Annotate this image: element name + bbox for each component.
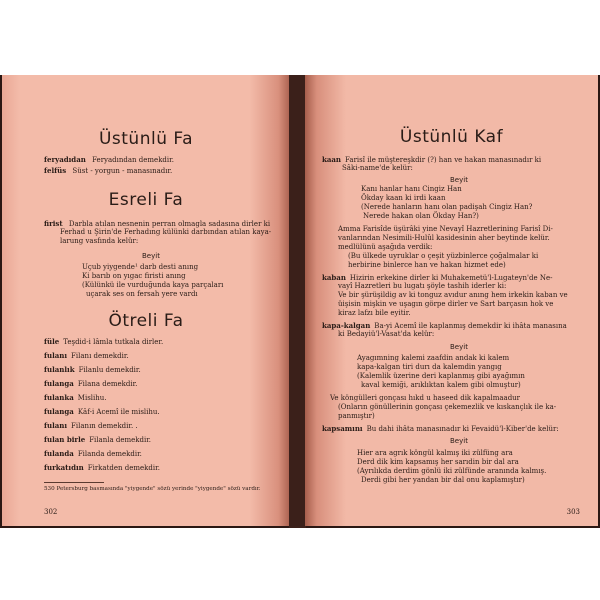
entry-line: (Onların gönüllerinin gonçası çekemezlik ve kıskançlık ile ka- xyxy=(338,403,557,411)
list-item xyxy=(44,463,160,473)
entry-term: firist xyxy=(44,219,63,228)
entry-line: vayî Hazretleri bu lugatı şöyle tashih iderler ki: xyxy=(338,282,507,290)
entry-term: fulanda xyxy=(44,449,74,458)
list-item xyxy=(44,407,160,417)
entry-line: Ve köngülleri gonçası hıkd u haseed dik kapalmaadur xyxy=(330,394,521,402)
list-item xyxy=(322,424,559,434)
list-item xyxy=(44,435,151,445)
verse-line: (Ayrılıkda derdim gönlü iki zülfünde aranında kalmış. xyxy=(357,467,547,475)
verse-line: Ayagımning kalemi zaafdin andak ki kalem xyxy=(357,354,510,362)
entry-text: Hizirin erkekine dirler ki Muhakemetü'l-Lugateyn'de Ne- xyxy=(349,274,553,282)
entry-term: fulanı xyxy=(44,351,68,360)
entry-line: kiraz lafzı bile eyitir. xyxy=(338,309,411,317)
heading-esreli-fa: Esreli Fa xyxy=(108,190,184,210)
beyit-label: Beyit xyxy=(450,343,468,351)
verse-line: Kanı hanlar hanı Cingiz Han xyxy=(361,185,462,193)
verse-line: (Nerede hanların hanı olan padişah Cingiz Han? xyxy=(361,203,533,211)
list-item xyxy=(44,421,138,431)
page-number: 303 xyxy=(566,508,580,516)
entry-text: Süst - yorgun - manasınadır. xyxy=(72,167,173,175)
entry-term: fulanlık xyxy=(44,365,75,374)
entry-text: Farisî ile müştereşkdir (?) han ve hakan manasınadır ki xyxy=(345,156,542,164)
list-item xyxy=(44,155,174,165)
entry-text: Filanlu demekdir. xyxy=(78,366,141,374)
entry-term: fulanı xyxy=(44,421,68,430)
entry-term: kapsamını xyxy=(322,424,363,433)
verse-line: uçarak ses on fersah yere vardı xyxy=(86,290,198,298)
entry-line: panmıştır) xyxy=(338,412,375,420)
verse-line: (Külünkü ile vurduğunda kaya parçaları xyxy=(82,281,224,289)
right-page xyxy=(305,75,598,526)
entry-text: Kâf-i Acemî ile mislihu. xyxy=(77,408,160,416)
verse-line: Ki barıb on yıgac firisti anıng xyxy=(82,272,186,280)
entry-term: kapa-kalgan xyxy=(322,321,371,330)
entry-text: Feryadından demekdir. xyxy=(92,156,174,164)
heading-otreli-fa: Ötreli Fa xyxy=(108,311,184,331)
entry-text: Teşdid-i lâmla tutkala dirler. xyxy=(63,338,164,346)
beyit-label: Beyit xyxy=(142,252,160,260)
entry-text: Mislihu. xyxy=(77,394,107,402)
verse-line: kaval kemiği, arıklıktan kalem gibi olmuştur) xyxy=(361,381,521,389)
entry-text: Filana demekdir. xyxy=(77,380,138,388)
book-gutter xyxy=(289,75,306,528)
entry-text: Bu dahi ihâta manasınadır ki Fevaidü'l-Kiber'de kelür: xyxy=(366,425,559,433)
entry-term: fulanga xyxy=(44,379,74,388)
entry-line: üişisin mişkin ve uşagın görpe dirler ve Sart barçasın hok ve xyxy=(338,300,554,308)
entry-term: fulanka xyxy=(44,393,74,402)
verse-line: Nerede hakan olan Ökday Han?) xyxy=(363,212,479,220)
beyit-label: Beyit xyxy=(450,437,468,445)
list-item xyxy=(44,166,172,176)
entry-line: larung vasfında kelür: xyxy=(60,237,139,245)
list-item xyxy=(44,449,142,459)
entry-line: Sâki-name'de kelür: xyxy=(342,164,413,172)
list-item xyxy=(44,337,163,347)
left-page xyxy=(2,75,290,526)
entry-term: furkatıdın xyxy=(44,463,84,472)
entry-line: medlülünü aşağıda verdik: xyxy=(338,243,433,251)
entry-line: (Bu ülkede uyruklar o çeşit yüzbinlerce çoğalmalar ki xyxy=(348,252,539,260)
entry-text: Ba-yi Acemî ile kaplanmış demekdir ki ihâta manasına xyxy=(374,322,567,330)
verse-line: Ökday kaan ki irdi kaan xyxy=(361,194,446,202)
entry-text: Filanda demekdir. xyxy=(77,450,142,458)
entry-text: Filanın demekdir. . xyxy=(71,422,138,430)
entry-line: Ferhad u Şirin'de Ferhadıng külünki darbından atılan kaya- xyxy=(60,228,272,236)
entry-text: Darbla atılan nesnenin perran olmagla sadasına dirler ki xyxy=(68,220,271,228)
list-item xyxy=(44,379,137,389)
entry-term: fulanga xyxy=(44,407,74,416)
heading-ustunlu-kaf: Üstünlü Kaf xyxy=(399,127,504,147)
footnote-divider xyxy=(44,482,104,483)
list-item xyxy=(44,365,141,375)
footnote: 530 Petersburg basmasında "yiygende" sözü yerinde "yiygende" sözü vardır. xyxy=(44,486,261,492)
entry-text: Filanı demekdir. xyxy=(71,352,129,360)
entry-term: feryadıdan xyxy=(44,155,86,164)
entry-line: vanlarından Nesimili-Hulûl kasidesinin aher beytinde kelür. xyxy=(338,234,550,242)
entry-term: fulan birle xyxy=(44,435,86,444)
entry-line: Ve bir şürüşildig av ki tonguz avıdur anıng hem irkekin kaban ve xyxy=(338,291,568,299)
page-number: 302 xyxy=(44,508,58,516)
list-item xyxy=(44,351,129,361)
entry-text: Filanla demekdir. xyxy=(89,436,152,444)
entry-text: Firkatden demekdir. xyxy=(87,464,160,472)
list-item xyxy=(44,393,107,403)
entry-line: herbirine binlerce han ve hakan hizmet ede) xyxy=(348,261,506,269)
verse-line: Derd dik kim kapsamış her sarıdin bir dal ara xyxy=(357,458,519,466)
beyit-label: Beyit xyxy=(450,176,468,184)
verse-line: Derdi gibi her yandan bir dal onu kaplamıştır) xyxy=(361,476,525,484)
entry-term: füle xyxy=(44,337,60,346)
verse-line: (Kalemlik üzerine deri kaplanmış gibi ayağımın xyxy=(357,372,525,380)
verse-line: Hier ara agrık köngül kalmış iki zülfüng ara xyxy=(357,449,513,457)
verse-line: kapa-kalgan tiri durı da kalemdin yangıg xyxy=(357,363,502,371)
verse-line: Uçub yiygende¹ darb desti anıng xyxy=(82,263,199,271)
entry-term: kaban xyxy=(322,273,346,282)
entry-term: kaan xyxy=(322,155,342,164)
entry-line: Amma Farisîde üşürâki yine Nevayî Hazretlerining Farisî Di- xyxy=(338,225,553,233)
book-spread xyxy=(0,75,600,528)
heading-ustunlu-fa: Üstünlü Fa xyxy=(98,129,194,149)
entry-term: felfüs xyxy=(44,166,67,175)
entry-line: ki Bedayiü'l-Vasat'da kelür: xyxy=(338,330,435,338)
